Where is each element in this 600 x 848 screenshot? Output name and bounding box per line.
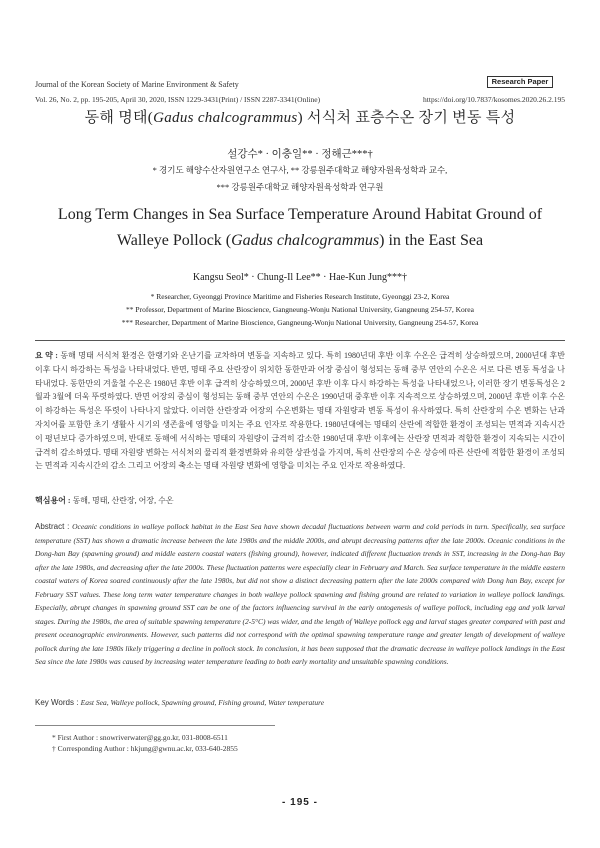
korean-authors: 설강수* · 이충일** · 정해근***† (227, 149, 373, 160)
footnote-corresponding-author: † Corresponding Author : hkjung@gwnu.ac.kr, 033-640-2855 (52, 744, 238, 753)
english-title-scientific-name: Gadus chalcogrammus (231, 232, 380, 249)
korean-keywords-text: 동해, 명태, 산란장, 어장, 수온 (72, 496, 174, 505)
english-title-pre: Walleye Pollock ( (116, 232, 232, 249)
english-title-line-2 (0, 232, 600, 250)
korean-title-scientific-name: Gadus chalcogrammus (153, 110, 298, 126)
korean-affiliation-1: * 경기도 해양수산자원연구소 연구사, ** 강릉원주대학교 해양자원육성학과 교수, (152, 165, 448, 175)
journal-citation-line (35, 95, 565, 104)
english-title-line-1: Long Term Changes in Sea Surface Temperature Around Habitat Ground of (57, 206, 543, 223)
section-divider-top (35, 340, 565, 341)
english-affiliation-2: ** Professor, Department of Marine Bioscience, Gangneung-Wonju National University, Gangneung 254-57, Korea (126, 305, 474, 314)
english-affiliation-1: * Researcher, Gyeonggi Province Maritime and Fisheries Research Institute, Gyeonggi 23-2, Korea (150, 292, 450, 301)
english-abstract-label: Abstract : (35, 522, 73, 531)
english-title-post: ) in the East Sea (379, 232, 484, 249)
korean-abstract-label: 요 약 : (35, 351, 61, 360)
english-authors: Kangsu Seol* · Chung-Il Lee** · Hae-Kun Jung***† (192, 272, 408, 283)
journal-name: Journal of the Korean Society of Marine Environment & Safety (35, 80, 239, 89)
footnote-divider (35, 725, 275, 726)
korean-title-pre: 동해 명태( (84, 110, 154, 126)
research-paper-badge: Research Paper (487, 76, 553, 88)
korean-keywords (35, 495, 174, 506)
page-number: - 195 - (282, 797, 318, 808)
english-keywords-label: Key Words : (35, 698, 81, 707)
footnote-first-author: * First Author : snowriverwater@gg.go.kr, 031-8008-6511 (52, 733, 228, 742)
english-abstract (35, 520, 565, 669)
english-keywords (35, 698, 324, 707)
volume-info: Vol. 26, No. 2, pp. 195-205, April 30, 2020, ISSN 1229-3431(Print) / ISSN 2287-3341(Online) (35, 95, 321, 104)
korean-abstract-text: 동해 명태 서식처 환경은 한랭기와 온난기를 교차하며 변동을 지속하고 있다. 특히 1980년대 후반 이후 수온은 급격히 상승하였으며, 2000년대 후반 이후 다시 하강하는 특성을 나타내었다. 반면, 명태 주요 산란장이 위치한 동한만과 어장 중심이 형성되는 동해 중부 연안의 수온은 서로 다른 변동 특성을 나타내었다. 동한만의 겨울철 수온은 1980년 후반 이후 급격히 상승하였으며, 2000년 후반 이후 다시 하강하는 특성을 나타내었으나, 이러한 장기 변동특성은 2월과 3월에 더욱 뚜렷하였다. 반면 어장의 중심이 형성되는 동해 중부 연안의 수온은 1990년대 중후반 이후 지속적으로 상승하였으며, 2000년 후반 이후 수온이 하강하는 특성은 뚜렷이 나타나지 않았다. 이러한 산란장과 어장의 수온변화는 명태 자원량과 변동 특성이 유사하였다. 특히 산란장의 수온 변화는 난과 자치어를 포함한 초기 생활사 시기의 생존율에 영향을 미치는 주요 인자로 작용한다. 1980년대에는 명태의 산란에 적합한 환경이 조성되는 면적과 지속시간이 평년보다 증가하였으며, 반대로 동해에 서식하는 명태의 자원량이 급격히 감소한 1980년대 후반 이후에는 산란장 면적과 적합한 환경이 지속되는 시간이 급격히 감소하였다. 명태 자원량 변화는 서식처의 물리적 환경변화와 유의한 상관성을 가지며, 특히 산란장의 수온 상승에 따른 산란에 적합한 환경이 조성되는 면적과 지속시간의 감소 그리고 어장의 축소는 명태 자원량 변화에 영향을 미치는 주요 인자로 작용하였다. (35, 351, 565, 471)
korean-title-post: ) 서식처 표층수온 장기 변동 특성 (297, 110, 516, 126)
doi-link[interactable]: https://doi.org/10.7837/kosomes.2020.26.2.195 (423, 95, 565, 104)
korean-keywords-label: 핵심용어 : (35, 496, 73, 505)
english-affiliation-3: *** Researcher, Department of Marine Bioscience, Gangneung-Wonju National University, Gangneung 254-57, Korea (121, 318, 479, 327)
english-keywords-text: East Sea, Walleye pollock, Spawning ground, Fishing ground, Water temperature (80, 698, 325, 707)
korean-title (0, 106, 600, 127)
english-abstract-text: Oceanic conditions in walleye pollock habitat in the East Sea have shown decadal fluctuations between warm and cold periods in turn. Specifically, sea surface temperature (SST) has shown a dramatic increase between the late 1980s and the middle 2000s, and abrupt decreasing patterns after the late 2000s. Oceanic conditions in the Dong-han Bay (spawning ground) and middle eastern coastal waters (fishing ground), however, indicated different fluctuation trends in SST, increasing in the Dong-han Bay after the late 1980s, and decreasing after the late 2000s. These fluctuation patterns were especially clear in February and March. Sea surface temperature in the middle eastern coastal waters of Korea soared continuously after the late 1980s, but did not show a distinct decreasing pattern after the late 2000s compared with Dong han Bay, except for February SST values. These long term water temperature changes in both walleye pollock spawning and fishing ground are related to variation in walleye pollock landings. Especially, abrupt changes in spawning ground SST can be one of the factors influencing survival in the early ontogenesis of walleye pollock, including egg and yolk larval stages. During the 1980s, the area of suitable spawning temperature (2-5°C) was wider, and the length of Walleye pollock egg and larval stages greater compared with past and present oceanographic environments. However, such patterns did not correspond with the optimal spawning temperature range and greater length of development of walleye pollock during the late 1980s likely triggering a decline in pollock stock. In conclusion, it has been supposed that the dramatic decrease in walleye pollock landings in the East Sea since the late 1980s was caused by increasing water temperature leading to both early mortality and unsuitable spawning conditions. (35, 522, 565, 666)
korean-abstract (35, 349, 565, 473)
korean-affiliation-2: *** 강릉원주대학교 해양자원육성학과 연구원 (216, 182, 384, 192)
